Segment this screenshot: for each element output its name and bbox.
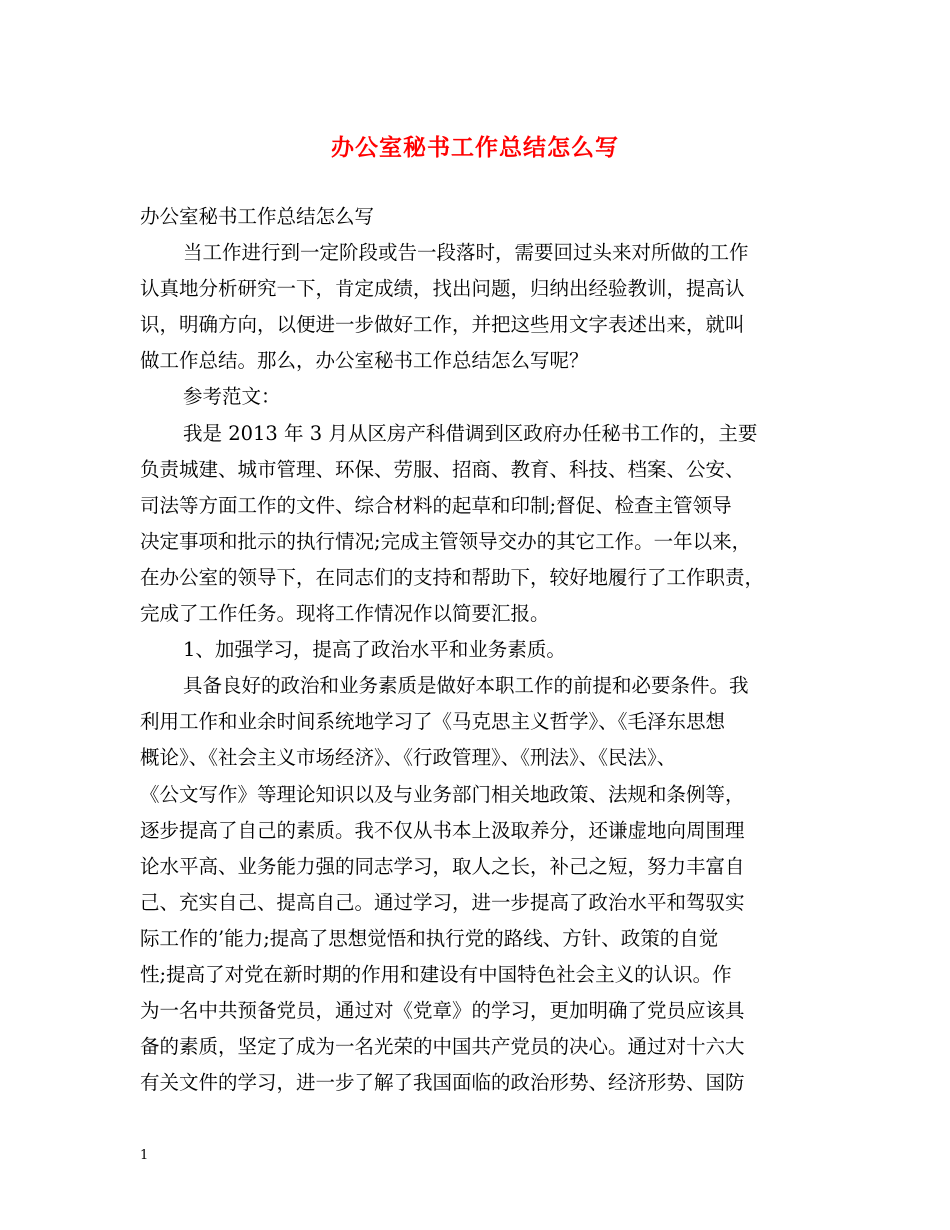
document-body [140,199,830,1101]
text-line: 己、充实自己、提高自己。通过学习，进一步提高了政治水平和驾驭实 [140,890,745,914]
text-line: 参考范文： [183,385,281,409]
text-line: 负责城建、城市管理、环保、劳服、招商、教育、科技、档案、公安、 [140,457,745,481]
text-line: 做工作总结。那么，办公室秘书工作总结怎么写呢？ [140,349,589,373]
text-line: 具备良好的政治和业务素质是做好本职工作的前提和必要条件。我 [183,674,749,698]
text-line: 性;提高了对党在新时期的作用和建设有中国特色社会主义的认识。作 [140,962,732,986]
text-line: 概论》、《社会主义市场经济》、《行政管理》、《刑法》、《民法》、 [140,746,677,770]
text-line: 办公室秘书工作总结怎么写 [140,205,375,228]
text-line: 司法等方面工作的文件、综合材料的起草和印制;督促、检查主管领导 [140,493,732,517]
text-line: 完成了工作任务。现将工作情况作以简要汇报。 [140,602,550,626]
text-line: 际工作的’能力;提高了思想觉悟和执行党的路线、方针、政策的自觉 [140,926,719,950]
page-number: 1 [140,1148,149,1163]
text-line: 1、加强学习，提高了政治水平和业务素质。 [183,638,566,662]
text-line: 论水平高、业务能力强的同志学习，取人之长，补己之短，努力丰富自 [140,854,745,878]
text-line: 当工作进行到一定阶段或告一段落时，需要回过头来对所做的工作 [183,241,749,265]
text-line: 备的素质，坚定了成为一名光荣的中国共产党员的决心。通过对十六大 [140,1035,745,1059]
document-title: 办公室秘书工作总结怎么写 [331,134,619,161]
text-line: 认真地分析研究一下，肯定成绩，找出问题，归纳出经验教训，提高认 [140,277,745,301]
text-line: 为一名中共预备党员，通过对《党章》的学习，更加明确了党员应该具 [140,999,745,1023]
text-line: 决定事项和批示的执行情况;完成主管领导交办的其它工作。一年以来， [140,529,752,553]
text-line: 在办公室的领导下，在同志们的支持和帮助下，较好地履行了工作职责， [140,565,765,589]
text-line: 利用工作和业余时间系统地学习了《马克思主义哲学》、《毛泽东思想 [140,710,726,734]
text-line: 《公文写作》等理论知识以及与业务部门相关地政策、法规和条例等， [140,782,745,806]
text-line: 有关文件的学习，进一步了解了我国面临的政治形势、经济形势、国防 [140,1071,745,1095]
text-line: 我是 2013 年 3 月从区房产科借调到区政府办任秘书工作的，主要 [183,421,758,445]
text-line: 逐步提高了自己的素质。我不仅从书本上汲取养分，还谦虚地向周围理 [140,818,745,842]
text-line: 识，明确方向，以便进一步做好工作，并把这些用文字表述出来，就叫 [140,313,745,337]
